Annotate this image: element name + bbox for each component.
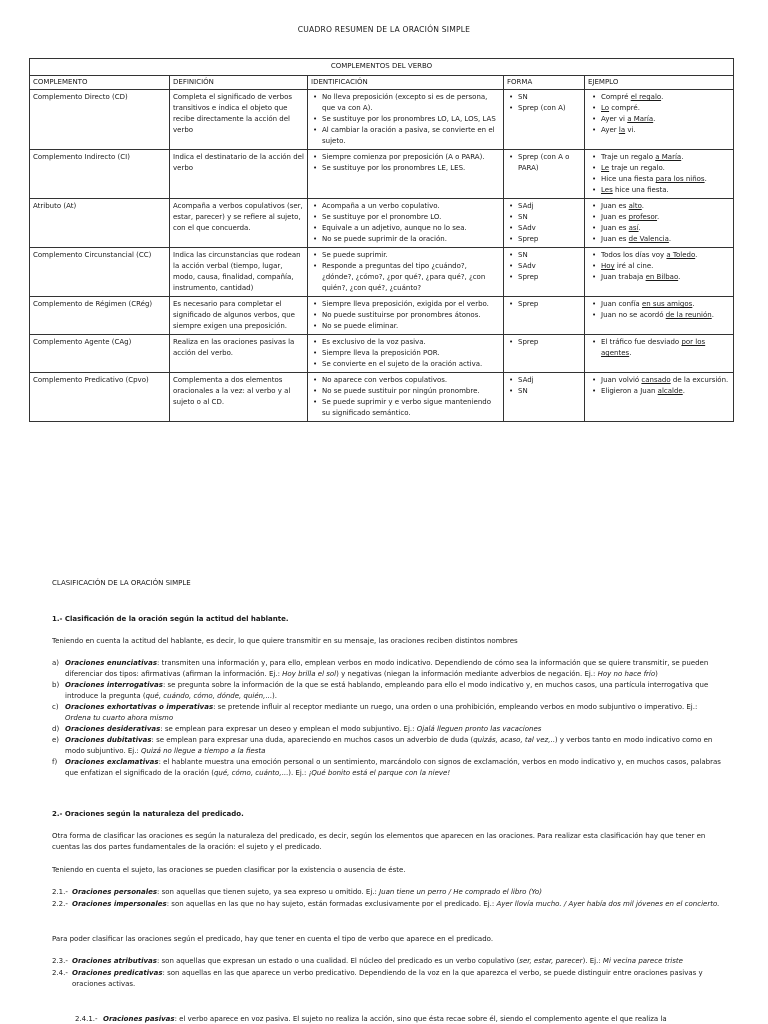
complement-definition: Acompaña a verbos copulativos (ser, estar, parecer) y se refiere al sujeto, con el que concuerda. [170, 199, 308, 248]
example-item [588, 375, 730, 386]
identification-item: • No lleva preposición (excepto si es de persona, que va con A). [311, 92, 500, 114]
example-text: . [629, 349, 632, 357]
identification-item: • Al cambiar la oración a pasiva, se convierte en el sujeto. [311, 125, 500, 147]
attitude-list [52, 658, 722, 779]
identification-item: • Siempre comienza por preposición (A o PARA). [311, 152, 500, 163]
example-text: . [695, 251, 698, 259]
example-text: Traje un regalo [601, 153, 656, 161]
example-highlight: Les [601, 186, 613, 194]
predicative-sublist [75, 1014, 735, 1024]
identification-item: • Se sustituye por el pronombre LO. [311, 212, 500, 223]
example-item [588, 125, 730, 136]
example-highlight: de Valencia [628, 235, 669, 243]
complements-table [29, 58, 734, 422]
complement-identification [308, 373, 504, 422]
complement-identification [308, 150, 504, 199]
item-example: Hoy no hace frío [597, 670, 656, 678]
example-text: Juan trabaja [601, 273, 646, 281]
example-highlight: alto [628, 202, 642, 210]
table-row [30, 335, 734, 373]
item-text: ). Ej.: [582, 957, 603, 965]
attitude-item [52, 658, 722, 680]
example-item [588, 272, 730, 283]
item-text: : se emplean para expresar un deseo y emplean el modo subjuntivo. Ej.: [160, 725, 417, 733]
item-example: Ayer llovía mucho. / Ayer había dos mil jóvenes en el concierto. [496, 900, 720, 908]
identification-list [311, 92, 500, 147]
form-item: • SAdv [507, 261, 581, 272]
complement-examples [585, 199, 734, 248]
complement-name: Complemento de Régimen (CRég) [30, 297, 170, 335]
example-text: Juan es [601, 224, 629, 232]
item-marker: 2.4.1.- [75, 1015, 98, 1023]
section-2-paragraph-1: Otra forma de clasificar las oraciones es según la naturaleza del predicado, es decir, según los elementos que aparecen en las oraciones. Para realizar esta clasificación hay que tener en cuentas las dos partes fundamentales de la oración: el sujeto y el predicado. [52, 832, 706, 851]
item-example: qué, cuándo, cómo, dónde, quién, [145, 692, 266, 700]
complement-examples [585, 248, 734, 297]
example-item [588, 152, 730, 163]
complement-form [504, 248, 585, 297]
complement-form [504, 335, 585, 373]
item-text: : son aquellas que expresan un estado o una cualidad. El núcleo del predicado es un verbo copulativo ( [156, 957, 520, 965]
example-item [588, 114, 730, 125]
classification-item [52, 968, 722, 990]
form-list [507, 201, 581, 245]
complement-form [504, 297, 585, 335]
item-text: : transmiten una información y, para ello, emplean verbos en modo indicativo. Dependiendo de cómo sea la información que se quiere transmitir, se pueden diferenciar dos tipos: afirmativas (afirman la información. Ej.: [65, 659, 709, 678]
header-forma: FORMA [504, 76, 585, 90]
identification-list [311, 152, 500, 174]
complement-examples [585, 335, 734, 373]
item-term: Oraciones exhortativas o imperativas [65, 703, 214, 711]
example-item [588, 223, 730, 234]
table-row [30, 248, 734, 297]
table-caption: COMPLEMENTOS DEL VERBO [30, 59, 734, 76]
item-marker: a) [52, 659, 60, 667]
item-marker: e) [52, 736, 60, 744]
complement-definition: Indica las circunstancias que rodean la acción verbal (tiempo, lugar, modo, causa, finalidad, compañía, instrumento, cantidad) [170, 248, 308, 297]
example-highlight: en sus amigos [641, 300, 693, 308]
example-text: Juan es [601, 202, 629, 210]
example-highlight: Hoy [601, 262, 615, 270]
identification-item: • Se sustituye por los pronombres LE, LES. [311, 163, 500, 174]
form-list [507, 337, 581, 348]
complement-identification [308, 335, 504, 373]
example-highlight: Le [601, 164, 610, 172]
example-item [588, 185, 730, 196]
attitude-item [52, 680, 722, 702]
item-example: Quizá no llegue a tiempo a la fiesta [141, 747, 266, 755]
item-marker: 2.3.- [52, 957, 68, 965]
example-item [588, 201, 730, 212]
complement-definition: Realiza en las oraciones pasivas la acción del verbo. [170, 335, 308, 373]
form-item: • SN [507, 212, 581, 223]
example-list [588, 250, 730, 283]
example-item [588, 337, 730, 359]
form-item: • SAdj [507, 375, 581, 386]
complement-identification [308, 248, 504, 297]
header-complemento: COMPLEMENTO [30, 76, 170, 90]
complement-form [504, 199, 585, 248]
item-term: Oraciones predicativas [72, 969, 163, 977]
example-highlight: la [618, 126, 626, 134]
table-row [30, 199, 734, 248]
form-item: • Sprep [507, 337, 581, 348]
example-item [588, 163, 730, 174]
section-1-intro: Teniendo en cuenta la actitud del hablante, es decir, lo que quiere transmitir en su mensaje, las oraciones reciben distintos nombres [52, 637, 518, 645]
example-highlight: por los agentes [601, 338, 706, 357]
complement-examples [585, 297, 734, 335]
item-text: ...). [265, 692, 277, 700]
identification-list [311, 337, 500, 370]
example-item [588, 174, 730, 185]
header-identificacion: IDENTIFICACIÓN [308, 76, 504, 90]
identification-item: • Equivale a un adjetivo, aunque no lo sea. [311, 223, 500, 234]
example-list [588, 92, 730, 136]
item-text: : el hablante muestra una emoción personal o un sentimiento, marcándolo con signos de exclamación, verbos en modo indicativo y, en muchos casos, palabras que enfatizan el significado de la oración ( [65, 758, 721, 777]
example-text: El tráfico fue desviado [601, 338, 682, 346]
example-item [588, 299, 730, 310]
complement-definition: Complementa a dos elementos oracionales a la vez: al verbo y al sujeto o al CD. [170, 373, 308, 422]
example-text: Compré [601, 93, 631, 101]
example-item [588, 261, 730, 272]
item-marker: 2.2.- [52, 900, 68, 908]
identification-item: • Se puede suprimir. [311, 250, 500, 261]
item-term: Oraciones dubitativas [65, 736, 152, 744]
identification-item: • No se puede sustituir por ningún pronombre. [311, 386, 500, 397]
form-list [507, 92, 581, 114]
example-text: traje un regalo. [609, 164, 665, 172]
item-text: : son aquellas en las que no hay sujeto, están formadas exclusivamente por el predicado. Ej.: [166, 900, 497, 908]
identification-item: • No puede sustituirse por pronombres átonos. [311, 310, 500, 321]
example-text: vi. [625, 126, 636, 134]
complement-definition: Completa el significado de verbos transitivos e indica el objeto que recibe directamente la acción del verbo [170, 90, 308, 150]
example-text: Juan es [601, 235, 629, 243]
form-item: • SN [507, 386, 581, 397]
item-marker: 2.4.- [52, 969, 68, 977]
item-term: Oraciones interrogativas [65, 681, 163, 689]
example-highlight: Lo [601, 104, 610, 112]
example-text: Ayer vi [601, 115, 628, 123]
identification-item: • Se sustituye por los pronombres LO, LA, LOS, LAS [311, 114, 500, 125]
complement-identification [308, 90, 504, 150]
subject-list [52, 887, 722, 911]
identification-item: • Siempre lleva la preposición POR. [311, 348, 500, 359]
item-example: ser, estar, parecer [519, 957, 583, 965]
table-row [30, 373, 734, 422]
example-text: hice una fiesta. [612, 186, 669, 194]
form-list [507, 375, 581, 397]
item-example: quizás, acaso, tal vez, [473, 736, 551, 744]
item-text: : se emplean para expresar una duda, apareciendo en muchos casos un adverbio de duda ( [151, 736, 474, 744]
identification-item: • No se puede eliminar. [311, 321, 500, 332]
item-marker: 2.1.- [52, 888, 68, 896]
item-text: ) [655, 670, 658, 678]
header-definicion: DEFINICIÓN [170, 76, 308, 90]
example-text: . [653, 115, 656, 123]
classification-title: CLASIFICACIÓN DE LA ORACIÓN SIMPLE [52, 579, 191, 587]
complement-form [504, 373, 585, 422]
example-text: . [711, 311, 714, 319]
table-header-row [30, 76, 734, 90]
example-item [588, 92, 730, 103]
example-highlight: en Bilbao [645, 273, 679, 281]
example-highlight: a María [655, 153, 682, 161]
example-highlight: profesor [628, 213, 658, 221]
example-item [588, 310, 730, 321]
form-list [507, 152, 581, 174]
example-text: . [641, 202, 645, 210]
classification-item [75, 1014, 735, 1024]
example-text: . [668, 235, 672, 243]
complement-name: Atributo (At) [30, 199, 170, 248]
example-list [588, 337, 730, 359]
example-item [588, 212, 730, 223]
example-text: . [692, 300, 695, 308]
form-item: • Sprep [507, 272, 581, 283]
example-list [588, 152, 730, 196]
example-text: iré al cine. [614, 262, 654, 270]
identification-item: • Es exclusivo de la voz pasiva. [311, 337, 500, 348]
item-text: ) y negativas (niegan la información mediante adverbios de negación. Ej.: [336, 670, 598, 678]
section-2-paragraph-3: Para poder clasificar las oraciones según el predicado, hay que tener en cuenta el tipo de verbo que aparece en el predicado. [52, 935, 494, 943]
identification-list [311, 250, 500, 294]
identification-item: • Siempre lleva preposición, exigida por el verbo. [311, 299, 500, 310]
example-item [588, 250, 730, 261]
identification-item: • No se puede suprimir de la oración. [311, 234, 500, 245]
item-text: : el verbo aparece en voz pasiva. El sujeto no realiza la acción, sino que ésta recae sobre él, siendo el complemento agente el que realiza la [174, 1015, 667, 1023]
classification-item [52, 899, 722, 910]
section-2-paragraph-2: Teniendo en cuenta el sujeto, las oraciones se pueden clasificar por la existencia o ausencia de éste. [52, 866, 406, 874]
complement-name: Complemento Circunstancial (CC) [30, 248, 170, 297]
item-marker: d) [52, 725, 60, 733]
item-term: Oraciones pasivas [103, 1015, 175, 1023]
identification-item: • Se puede suprimir y e verbo sigue manteniendo su significado semántico. [311, 397, 500, 419]
item-term: Oraciones desiderativas [65, 725, 161, 733]
example-list [588, 299, 730, 321]
example-text: . [638, 224, 641, 232]
attitude-item [52, 735, 722, 757]
item-example: Juan tiene un perro / He comprado el libro (Yo) [379, 888, 542, 896]
item-term: Oraciones enunciativas [65, 659, 157, 667]
item-term: Oraciones exclamativas [65, 758, 159, 766]
complement-name: Complemento Indirecto (CI) [30, 150, 170, 199]
item-text: : son aquellas que tienen sujeto, ya sea expreso u omitido. Ej.: [157, 888, 380, 896]
complement-definition: Es necesario para completar el significado de algunos verbos, que siempre exigen una preposición. [170, 297, 308, 335]
header-ejemplo: EJEMPLO [585, 76, 734, 90]
example-text: Eligieron a Juan [601, 387, 658, 395]
item-term: Oraciones atributivas [72, 957, 157, 965]
example-item [588, 234, 730, 245]
form-item: • SAdv [507, 223, 581, 234]
complement-examples [585, 373, 734, 422]
attitude-item [52, 757, 722, 779]
complement-name: Complemento Directo (CD) [30, 90, 170, 150]
identification-item: • Se convierte en el sujeto de la oración activa. [311, 359, 500, 370]
complement-identification [308, 297, 504, 335]
identification-list [311, 201, 500, 245]
example-highlight: a María [627, 115, 654, 123]
identification-list [311, 375, 500, 419]
example-text: Juan confía [601, 300, 642, 308]
item-marker: f) [52, 758, 58, 766]
attitude-item [52, 724, 722, 735]
classification-item [52, 887, 722, 898]
example-item [588, 386, 730, 397]
form-item: • SN [507, 250, 581, 261]
example-highlight: así [628, 224, 639, 232]
form-item: • SN [507, 92, 581, 103]
predicate-list [52, 956, 722, 991]
example-list [588, 201, 730, 245]
item-example: Hoy brilla el sol [282, 670, 337, 678]
item-example: Ordena tu cuarto ahora mismo [65, 714, 174, 722]
complement-examples [585, 150, 734, 199]
example-text: compré. [609, 104, 640, 112]
item-text: : son aquellas en las que aparece un verbo predicativo. Dependiendo de la voz en la que aparezca el verbo, se puede distinguir entre oraciones pasivas y oraciones activas. [72, 969, 703, 988]
form-list [507, 250, 581, 283]
item-example: Mi vecina parece triste [602, 957, 683, 965]
example-text: Hice una fiesta [601, 175, 656, 183]
example-list [588, 375, 730, 397]
item-text: : se pretende influir al receptor mediante un ruego, una orden o una prohibición, empleando verbos en modo subjuntivo o imperativo. Ej.: [213, 703, 698, 711]
form-list [507, 299, 581, 310]
example-text: . [704, 175, 707, 183]
complement-identification [308, 199, 504, 248]
example-highlight: de la reunión [665, 311, 712, 319]
complement-form [504, 90, 585, 150]
form-item: • Sprep [507, 299, 581, 310]
example-highlight: a Toledo [666, 251, 696, 259]
form-item: • SAdj [507, 201, 581, 212]
item-text: ..) y verbos tanto en modo indicativo como en modo subjuntivo. Ej.: [65, 736, 713, 755]
item-term: Oraciones personales [72, 888, 158, 896]
table-row [30, 150, 734, 199]
complement-examples [585, 90, 734, 150]
item-example: ¡Qué bonito está el parque con la nieve! [308, 769, 451, 777]
item-text: : se pregunta sobre la información de la que se está hablando, empleando para ello el modo indicativo y, en muchos casos, una partícula interrogativa que introduce la pregunta ( [65, 681, 709, 700]
item-example: Ojalá lleguen pronto las vacaciones [416, 725, 542, 733]
example-text: Ayer [601, 126, 619, 134]
complement-name: Complemento Agente (CAg) [30, 335, 170, 373]
identification-item: • No aparece con verbos copulativos. [311, 375, 500, 386]
example-highlight: para los niños [655, 175, 705, 183]
item-example: qué, cómo, cuánto, [213, 769, 282, 777]
classification-item [52, 956, 722, 967]
complement-name: Complemento Predicativo (Cpvo) [30, 373, 170, 422]
document-title: CUADRO RESUMEN DE LA ORACIÓN SIMPLE [297, 25, 471, 34]
example-text: . [681, 153, 684, 161]
item-marker: b) [52, 681, 60, 689]
example-text: Juan no se acordó [601, 311, 666, 319]
item-marker: c) [52, 703, 59, 711]
example-highlight: el regalo [630, 93, 662, 101]
identification-list [311, 299, 500, 332]
example-text: . [661, 93, 664, 101]
example-text: de la excursión. [670, 376, 729, 384]
form-item: • Sprep (con A o PARA) [507, 152, 581, 174]
section-2-heading: 2.- Oraciones según la naturaleza del predicado. [52, 810, 244, 818]
complement-form [504, 150, 585, 199]
identification-item: • Responde a preguntas del tipo ¿cuándo?, ¿dónde?, ¿cómo?, ¿por qué?, ¿para qué?, ¿con quién?, ¿con qué?, ¿cuánto? [311, 261, 500, 294]
example-highlight: cansado [641, 376, 671, 384]
example-item [588, 103, 730, 114]
example-text: . [678, 273, 681, 281]
example-text: Juan volvió [601, 376, 642, 384]
table-row [30, 90, 734, 150]
example-highlight: alcalde [657, 387, 683, 395]
complement-definition: Indica el destinatario de la acción del verbo [170, 150, 308, 199]
table-row [30, 297, 734, 335]
identification-item: • Acompaña a un verbo copulativo. [311, 201, 500, 212]
section-1-heading: 1.- Clasificación de la oración según la actitud del hablante. [52, 615, 289, 623]
item-text: ...). Ej.: [281, 769, 309, 777]
example-text: Juan es [601, 213, 629, 221]
example-text: . [657, 213, 660, 221]
form-item: • Sprep [507, 234, 581, 245]
attitude-item [52, 702, 722, 724]
example-text: . [682, 387, 685, 395]
example-text: Todos los días voy [601, 251, 667, 259]
item-term: Oraciones impersonales [72, 900, 167, 908]
form-item: • Sprep (con A) [507, 103, 581, 114]
